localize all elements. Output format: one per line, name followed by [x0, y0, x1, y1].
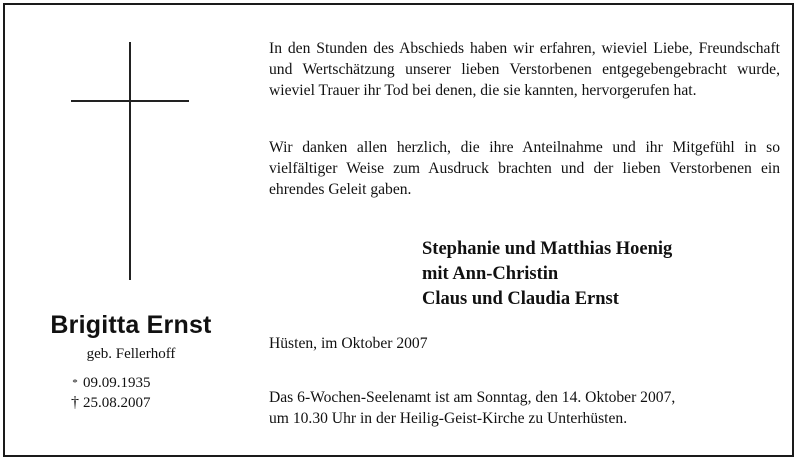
dagger-icon: †: [71, 394, 79, 411]
gratitude-paragraph-1: In den Stunden des Abschieds haben wir erfahren, wieviel Liebe, Freundschaft und Wertschätzung unserer lieben Verstorbenen entgegebengebracht wurde, wieviel Trauer ihr Tod bei denen, die sie kannten, hervorgerufen hat.: [269, 40, 780, 99]
cross-horizontal-bar: [71, 100, 189, 102]
cross-vertical-bar: [129, 42, 131, 280]
death-row: [67, 393, 151, 413]
birth-row: [67, 373, 151, 393]
born-name: geb. Fellerhoff: [86, 346, 176, 362]
star-icon: *: [72, 377, 78, 389]
birth-date: 09.09.1935: [83, 375, 151, 391]
family-line: mit Ann-Christin: [422, 264, 559, 284]
life-dates: [67, 373, 151, 413]
notice-line: Das 6-Wochen-Seelenamt ist am Sonntag, den 14. Oktober 2007,: [269, 389, 676, 406]
notice-line: um 10.30 Uhr in der Heilig-Geist-Kirche zu Unterhüsten.: [269, 410, 628, 427]
gratitude-paragraph-2: Wir danken allen herzlich, die ihre Anteilnahme und ihr Mitgefühl in so vielfältiger Weise zum Ausdruck brachten und der lieben Verstorbenen ein ehrendes Geleit gaben.: [269, 139, 780, 198]
obituary-card: [3, 3, 794, 457]
family-line: Stephanie und Matthias Hoenig: [422, 239, 673, 259]
death-date: 25.08.2007: [83, 395, 151, 411]
deceased-name: Brigitta Ernst: [50, 311, 212, 339]
place-date: Hüsten, im Oktober 2007: [269, 335, 428, 352]
mass-notice: [269, 387, 675, 429]
family-signatures: [422, 237, 672, 312]
family-line: Claus und Claudia Ernst: [422, 289, 619, 309]
